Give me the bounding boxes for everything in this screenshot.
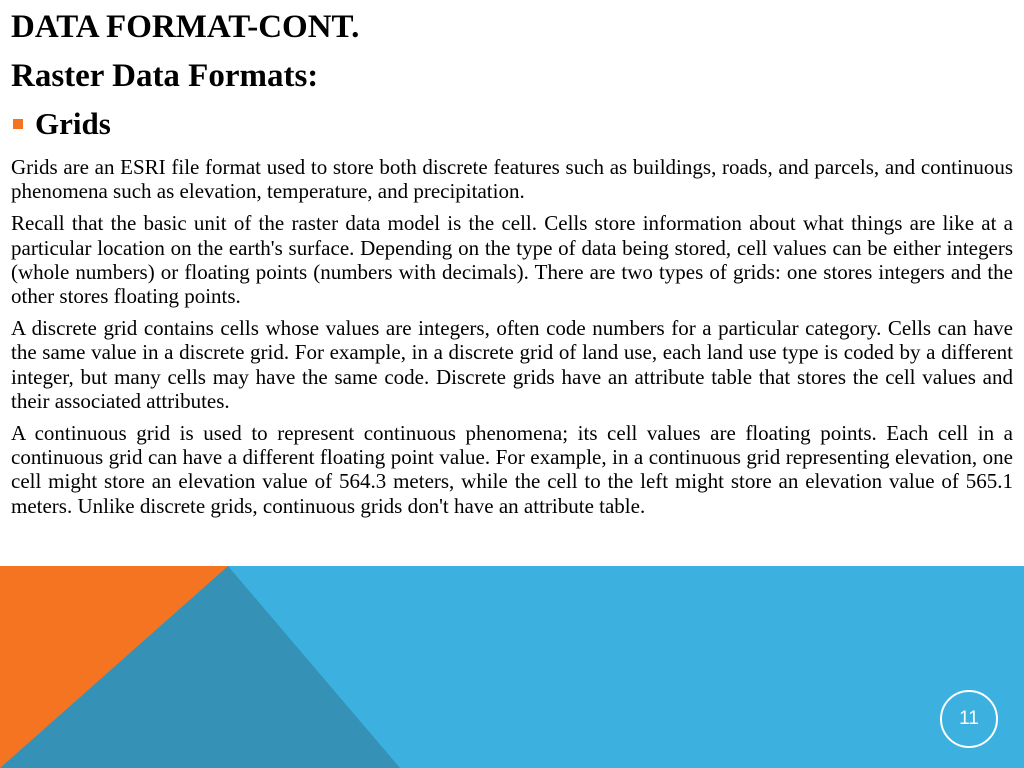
- paragraph: A discrete grid contains cells whose values are integers, often code numbers for a particular category. Cells can have the same value in a discrete grid. For example, in a discrete grid of land use, each land use type is coded by a different integer, but many cells may have the same code. Discrete grids have an attribute table that stores the cell values and their associated attributes.: [11, 316, 1013, 413]
- slide-subtitle: Raster Data Formats:: [11, 58, 319, 94]
- bullet-item: [13, 104, 111, 144]
- body-text: [11, 155, 1013, 526]
- bullet-label: Grids: [35, 106, 111, 141]
- page-number-badge: [940, 690, 998, 748]
- slide-title: DATA FORMAT-CONT.: [11, 9, 360, 45]
- paragraph: Recall that the basic unit of the raster data model is the cell. Cells store information about what things are like at a particular location on the earth's surface. Depending on the type of data being stored, cell values can be either integers (whole numbers) or floating points (numbers with decimals). There are two types of grids: one stores integers and the other stores floating points.: [11, 211, 1013, 309]
- footer-decoration: [0, 566, 1024, 768]
- paragraph: A continuous grid is used to represent continuous phenomena; its cell values are floating points. Each cell in a continuous grid can have a different floating point value. For example, in a continuous grid representing elevation, one cell might store an elevation value of 564.3 meters, while the cell to the left might store an elevation value of 565.1 meters. Unlike discrete grids, continuous grids don't have an attribute table.: [11, 421, 1013, 518]
- square-bullet-icon: [13, 119, 23, 129]
- page-number: 11: [959, 708, 979, 729]
- paragraph: Grids are an ESRI file format used to store both discrete features such as buildings, roads, and parcels, and continuous phenomena such as elevation, temperature, and precipitation.: [11, 155, 1013, 204]
